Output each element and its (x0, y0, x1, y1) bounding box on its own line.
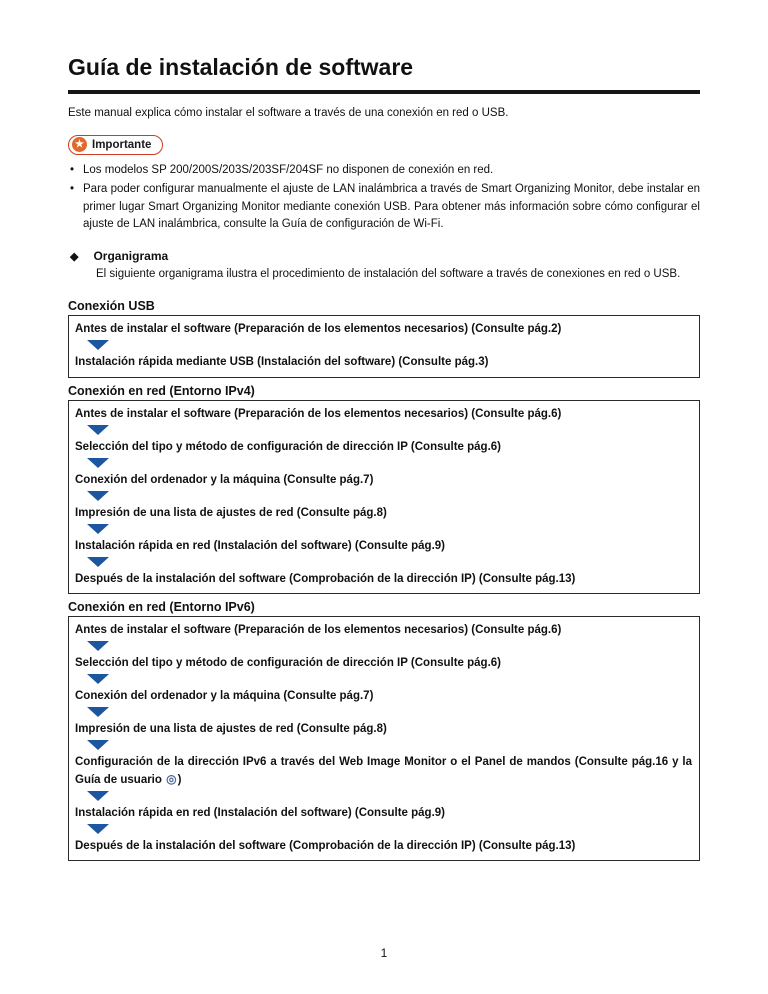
section-heading: Conexión USB (68, 299, 155, 314)
flow-sections (68, 299, 700, 861)
flow-section (68, 299, 700, 377)
flow-step-text: Selección del tipo y método de configuración de dirección IP (Consulte pág.6) (75, 440, 501, 453)
flow-step-text: Instalación rápida mediante USB (Instalación del software) (Consulte pág.3) (75, 356, 489, 369)
bullet-item (68, 162, 700, 179)
flow-step (75, 321, 692, 337)
flow-step-text: Antes de instalar el software (Preparación de los elementos necesarios) (Consulte pág.2) (75, 323, 562, 336)
down-arrow-icon (87, 458, 109, 468)
intro-text: Este manual explica cómo instalar el software a través de una conexión en red o USB. (68, 107, 509, 119)
flowchart-box (68, 315, 700, 377)
down-arrow-icon (87, 425, 109, 435)
bullet-marker-icon: • (70, 164, 75, 177)
flow-step-text: Antes de instalar el software (Preparación de los elementos necesarios) (Consulte pág.6) (75, 407, 562, 420)
flowchart-box (68, 400, 700, 595)
important-star-icon: ★ (72, 137, 87, 152)
flow-step (75, 472, 692, 488)
flow-step (75, 622, 692, 638)
organigrama-description: El siguiente organigrama ilustra el procedimiento de instalación del software a través de conexiones en red o USB. (96, 268, 681, 281)
flow-step-text: Selección del tipo y método de configuración de dirección IP (Consulte pág.6) (75, 657, 501, 670)
down-arrow-icon (87, 791, 109, 801)
down-arrow-icon (87, 340, 109, 350)
bullet-text: Para poder configurar manualmente el ajuste de LAN inalámbrica a través de Smart Organizing Monitor, debe instalar en primer lugar Smart Organizing Monitor mediante conexión USB. Para obtener más información sobre cómo configurar el ajuste de LAN inalámbrica, consulte la Guía de configuración de Wi-Fi. (83, 183, 700, 230)
flow-step (75, 406, 692, 422)
flowchart-box (68, 616, 700, 861)
diamond-icon: ◆ (70, 251, 79, 264)
organigrama-heading-row (70, 249, 700, 263)
flow-step (75, 838, 692, 854)
important-badge (68, 135, 163, 155)
organigrama-heading: Organigrama (93, 249, 169, 264)
down-arrow-icon (87, 491, 109, 501)
flow-step (75, 354, 692, 370)
bullet-item (68, 181, 700, 233)
flow-step-text: Instalación rápida en red (Instalación del software) (Consulte pág.9) (75, 539, 445, 552)
title-rule (68, 90, 700, 94)
flow-step (75, 721, 692, 737)
flow-step-text: Impresión de una lista de ajustes de red (Consulte pág.8) (75, 506, 387, 519)
flow-step (75, 571, 692, 587)
flow-step (75, 655, 692, 671)
flow-step-text: Después de la instalación del software (Comprobación de la dirección IP) (Consulte pág.13) (75, 839, 576, 852)
down-arrow-icon (87, 641, 109, 651)
flow-step-text: Configuración de la dirección IPv6 a través del Web Image Monitor o el Panel de mandos (Consulte pág.16 y la Guía de usuario (75, 756, 692, 786)
down-arrow-icon (87, 740, 109, 750)
flow-step-text: Conexión del ordenador y la máquina (Consulte pág.7) (75, 473, 374, 486)
bullet-marker-icon: • (70, 183, 75, 196)
down-arrow-icon (87, 824, 109, 834)
section-heading: Conexión en red (Entorno IPv4) (68, 383, 255, 398)
user-guide-cd-icon: ◎ (166, 771, 177, 786)
flow-step-text: Instalación rápida en red (Instalación del software) (Consulte pág.9) (75, 806, 445, 819)
flow-step (75, 505, 692, 521)
flow-step (75, 688, 692, 704)
important-label: Importante (92, 138, 152, 151)
flow-step-text-after: ) (177, 773, 182, 786)
flow-step-text: Después de la instalación del software (Comprobación de la dirección IP) (Consulte pág.13) (75, 573, 576, 585)
flow-step-text: Impresión de una lista de ajustes de red (Consulte pág.8) (75, 723, 387, 736)
down-arrow-icon (87, 557, 109, 567)
flow-step-text: Conexión del ordenador y la máquina (Consulte pág.7) (75, 690, 374, 703)
flow-section (68, 600, 700, 861)
down-arrow-icon (87, 524, 109, 534)
flow-section (68, 384, 700, 595)
flow-step (75, 439, 692, 455)
bullet-text: Los modelos SP 200/200S/203S/203SF/204SF no disponen de conexión en red. (83, 164, 494, 177)
down-arrow-icon (87, 674, 109, 684)
down-arrow-icon (87, 707, 109, 717)
flow-step-text: Antes de instalar el software (Preparación de los elementos necesarios) (Consulte pág.6) (75, 624, 562, 637)
page-title: Guía de instalación de software (68, 54, 414, 80)
page-number: 1 (380, 946, 388, 960)
important-bullet-list (68, 162, 700, 233)
flow-step (75, 754, 692, 787)
flow-step (75, 538, 692, 554)
flow-step (75, 805, 692, 821)
section-heading: Conexión en red (Entorno IPv6) (68, 600, 255, 615)
